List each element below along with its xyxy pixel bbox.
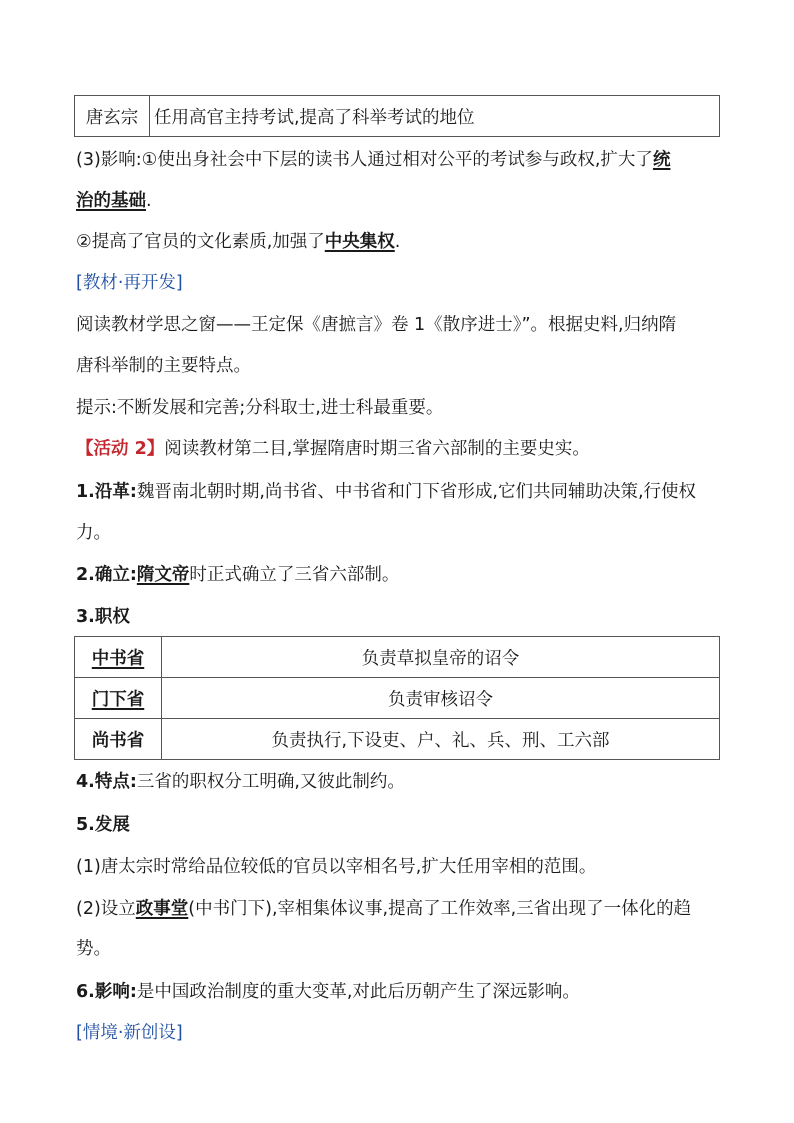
influence-key-1a: 统 [652,150,671,170]
section-5-item-2-line-1 [76,897,691,921]
table-row [75,719,720,760]
activity-text: 阅读教材第二目,掌握隋唐时期三省六部制的主要史实。 [164,439,590,459]
influence-prefix: (3)影响:①使出身社会中下层的读书人通过相对公平的考试参与政权,扩大了 [76,150,653,170]
activity-tag: 【活动 2】 [76,439,165,459]
section-1-label: 1.沿革: [76,482,137,502]
duties-table [74,636,720,760]
textbook-tag: [教材·再开发] [76,273,183,293]
activity-line [76,437,590,461]
section-5-item-2-line-2: 势。 [76,939,111,959]
emperor-name-cell: 唐玄宗 [75,96,150,137]
section-2-line [76,563,399,587]
section-5-item-2-key: 政事堂 [135,899,189,919]
section-4-label: 4.特点: [76,772,137,792]
section-6-label: 6.影响: [76,982,137,1002]
section-1-line-1 [76,480,696,504]
section-2-text: 时正式确立了三省六部制。 [189,565,400,585]
reading-line-2: 唐科举制的主要特点。 [76,356,251,376]
dept-name: 门下省 [91,689,145,710]
section-5-label: 5.发展 [76,815,130,835]
duty-cell: 负责执行,下设吏、户、礼、兵、刑、工六部 [162,719,720,760]
dept-cell [75,719,162,760]
table-row [75,678,720,719]
emperor-table [74,95,720,137]
hint-text: 提示:不断发展和完善;分科取士,进士科最重要。 [76,398,444,418]
section-5-item-2-text: (中书门下),宰相集体议事,提高了工作效率,三省出现了一体化的趋 [188,899,692,919]
influence-line-1 [76,148,670,172]
section-5-item-1: (1)唐太宗时常给品位较低的官员以宰相名号,扩大任用宰相的范围。 [76,857,597,877]
section-6-text: 是中国政治制度的重大变革,对此后历朝产生了深远影响。 [136,982,580,1002]
reading-line-1: 阅读教材学思之窗——王定保《唐摭言》卷 1《散序进士》”。根据史料,归纳隋 [76,315,677,335]
influence-end-1: . [146,191,152,211]
section-1-line-2: 力。 [76,523,111,543]
context-tag: [情境·新创设] [76,1023,183,1043]
section-6-line [76,980,580,1004]
section-4-line [76,770,405,794]
duty-cell: 负责审核诏令 [162,678,720,719]
influence-end-2: . [394,232,401,252]
section-4-text: 三省的职权分工明确,又彼此制约。 [136,772,405,792]
section-2-label: 2.确立: [76,565,137,585]
section-1-text: 魏晋南北朝时期,尚书省、中书省和门下省形成,它们共同辅助决策,行使权 [136,482,697,502]
table-row [75,96,720,137]
dept-cell [75,637,162,678]
dept-name: 中书省 [91,648,145,669]
influence-key-1b: 治的基础 [76,191,146,211]
table-row [75,637,720,678]
emperor-desc-cell: 任用高官主持考试,提高了科举考试的地位 [150,96,720,137]
section-2-key: 隋文帝 [136,565,190,585]
influence-line-2 [76,189,152,213]
dept-cell [75,678,162,719]
dept-name: 尚书省 [91,730,145,751]
duty-cell: 负责草拟皇帝的诏令 [162,637,720,678]
influence-line-3 [76,230,400,254]
influence-key-2: 中央集权 [324,232,395,252]
influence-line2-prefix: ②提高了官员的文化素质,加强了 [76,232,325,252]
section-3-label: 3.职权 [76,607,130,627]
section-5-item-2-prefix: (2)设立 [76,899,136,919]
